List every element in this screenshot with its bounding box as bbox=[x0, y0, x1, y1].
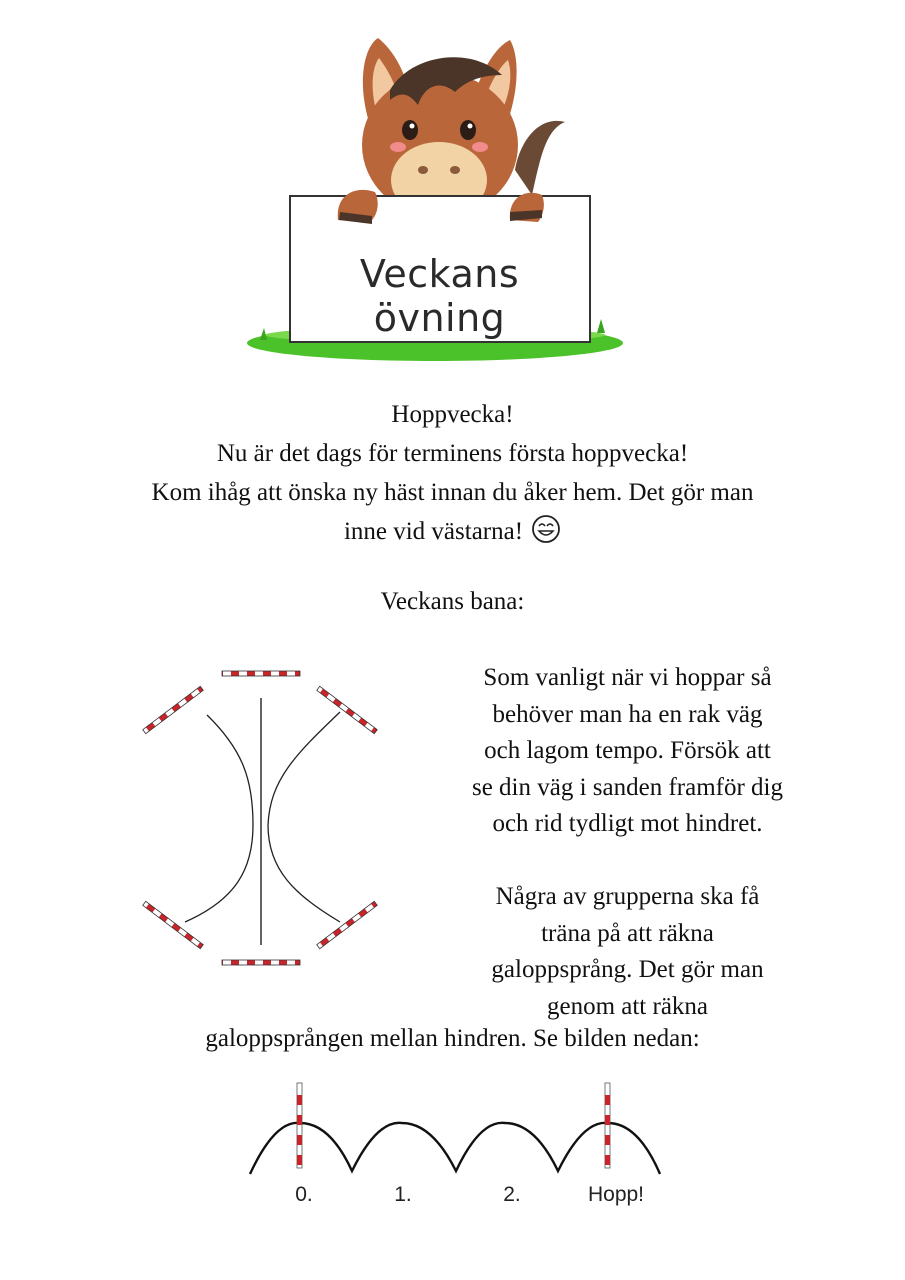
description-line: Några av grupperna ska få bbox=[495, 883, 760, 910]
horse-tail bbox=[515, 121, 565, 195]
horse-eye-left bbox=[402, 120, 418, 140]
intro-line: Kom ihåg att önska ny häst innan du åker hem. Det gör man bbox=[151, 479, 754, 506]
intro-heading: Hoppvecka! bbox=[391, 401, 514, 428]
description-line: Som vanligt när vi hoppar så bbox=[483, 664, 772, 691]
jump-pole-bottom bbox=[222, 960, 300, 965]
intro-line-text: inne vid västarna! bbox=[343, 518, 524, 545]
description-line: genom att räkna bbox=[546, 992, 709, 1020]
closing-line: galoppsprången mellan hindren. Se bilden nedan: bbox=[205, 1025, 700, 1052]
smiling-face-icon bbox=[531, 514, 561, 544]
sign-title: Veckans övning bbox=[359, 252, 520, 340]
jump-pole-vertical-right bbox=[605, 1083, 610, 1168]
intro-line: Nu är det dags för terminens första hoppvecka! bbox=[216, 440, 689, 467]
course-description bbox=[450, 660, 805, 1025]
intro-line bbox=[60, 512, 845, 551]
course-diagram bbox=[135, 660, 385, 970]
stride-label-1: 1. bbox=[394, 1183, 412, 1206]
jump-pole-bottom-left bbox=[143, 901, 204, 948]
track-curve-right bbox=[268, 712, 340, 922]
jump-pole-bottom-right bbox=[317, 901, 378, 948]
intro-text bbox=[60, 395, 845, 551]
description-line: behöver man ha en rak väg bbox=[492, 700, 763, 728]
course-heading: Veckans bana: bbox=[380, 588, 525, 615]
track-curve-left bbox=[185, 715, 253, 922]
jump-pole-vertical-left bbox=[297, 1083, 302, 1168]
description-line: se din väg i sanden framför dig bbox=[471, 773, 784, 801]
description-line: träna på att räkna bbox=[541, 919, 714, 947]
jump-pole-top bbox=[222, 671, 300, 676]
horse-eye-right bbox=[460, 120, 476, 140]
stride-arcs bbox=[250, 1123, 660, 1174]
stride-label-2: 2. bbox=[503, 1183, 521, 1206]
description-line: och rid tydligt mot hindret. bbox=[492, 810, 763, 837]
stride-label-jump: Hopp! bbox=[587, 1183, 645, 1206]
description-line: galoppsprång. Det gör man bbox=[491, 956, 764, 983]
description-line: och lagom tempo. Försök att bbox=[484, 737, 771, 764]
stride-label-0: 0. bbox=[295, 1183, 313, 1206]
jump-pole-top-left bbox=[143, 686, 204, 733]
